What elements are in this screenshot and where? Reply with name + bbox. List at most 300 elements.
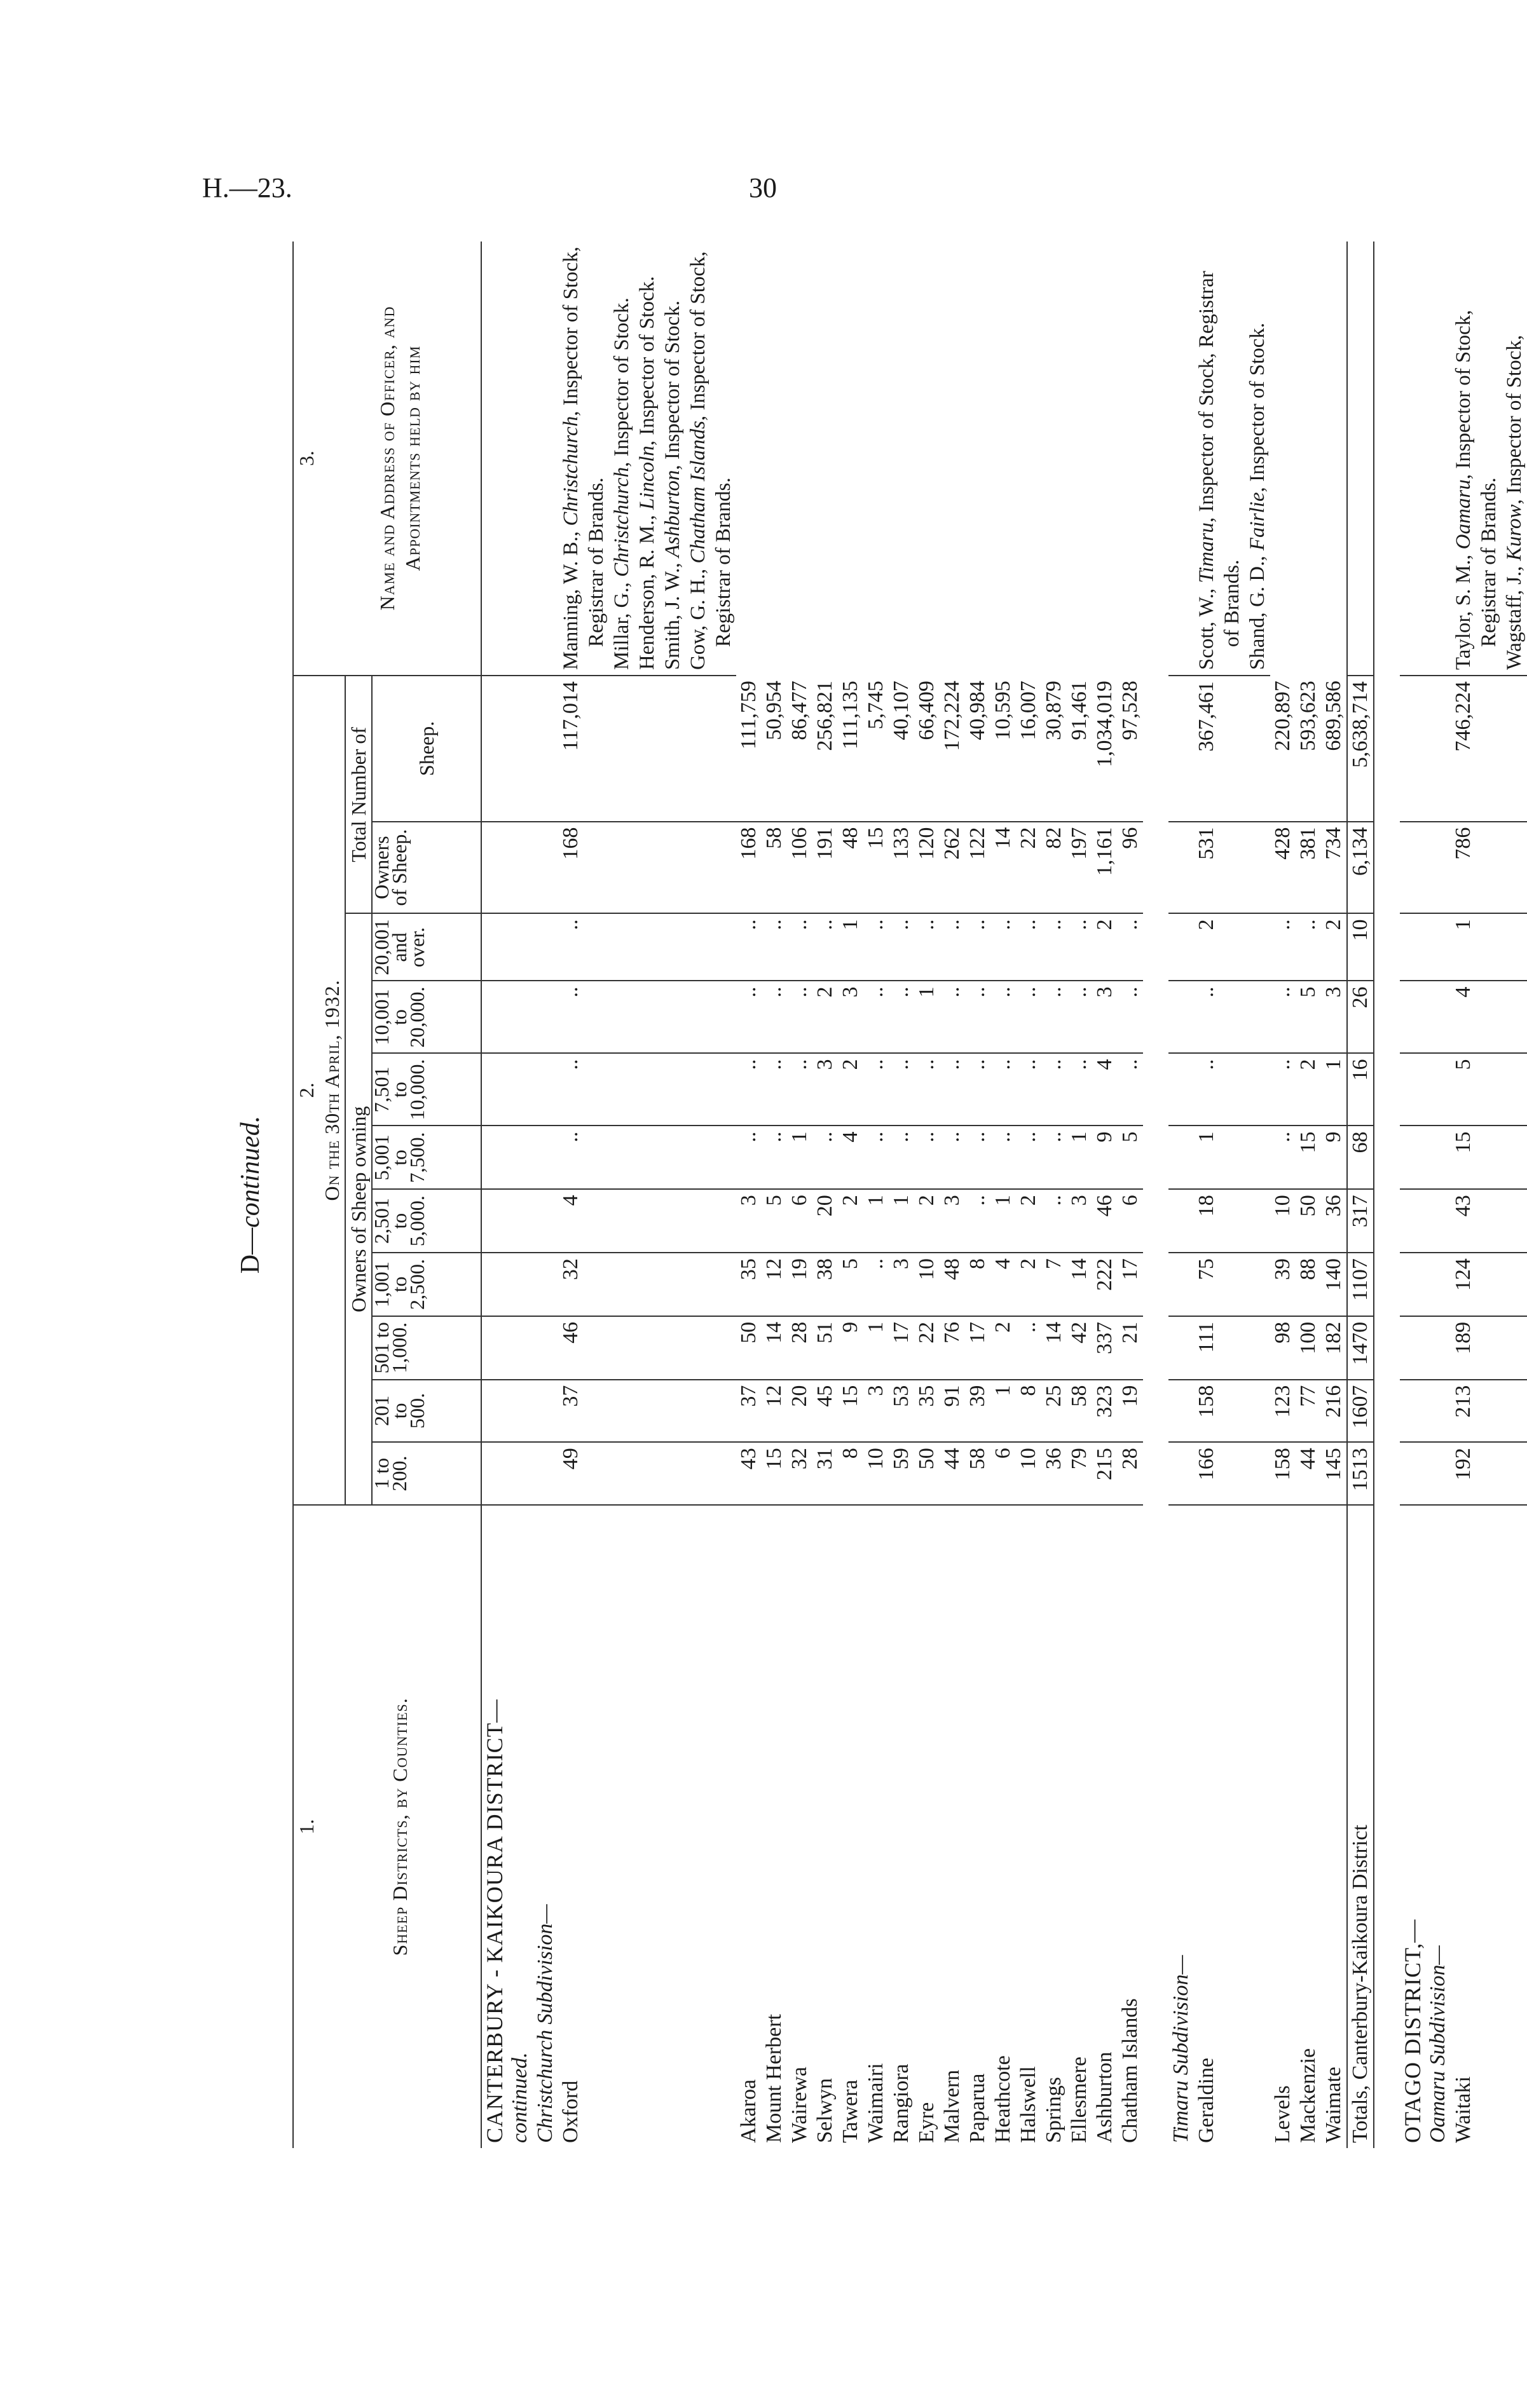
empty-cell (1168, 1054, 1194, 1126)
officer-place: Christchurch (559, 416, 582, 526)
size-count: 32 (787, 1442, 812, 1505)
size-count: 123 (1270, 1380, 1296, 1443)
total-sheep: 97,528 (1118, 676, 1143, 822)
empty-cell (481, 1316, 507, 1380)
officer-name: Smith, J. W., (661, 557, 684, 670)
size-col-header: 501 to 1,000. (372, 1316, 481, 1380)
empty-cell (1425, 1054, 1451, 1126)
officer-appointment: , Inspector of Stock, (1503, 334, 1526, 505)
table-row (812, 241, 838, 2148)
size-count: 32 (558, 1253, 736, 1316)
size-count: 36 (1041, 1442, 1067, 1505)
size-count: .. (1118, 981, 1143, 1054)
empty-cell (1168, 822, 1194, 914)
district-continued: continued. (508, 2052, 531, 2143)
size-count: .. (1194, 1054, 1270, 1126)
size-count: 2 (914, 1189, 940, 1253)
empty-cell (507, 822, 533, 914)
size-count: .. (863, 1253, 889, 1316)
size-count: 3 (1092, 981, 1118, 1054)
empty-cell (533, 914, 558, 981)
size-count: 1 (863, 1189, 889, 1253)
size-count: .. (1067, 981, 1092, 1054)
size-count: 36 (1321, 1189, 1347, 1253)
empty-cell (533, 822, 558, 914)
county-name: Rangiora (889, 2064, 913, 2143)
col1-title: Sheep Districts, by Counties. (388, 1697, 411, 1956)
size-col-header: 1 to 200. (372, 1442, 481, 1505)
size-count: 21 (1118, 1316, 1143, 1380)
size-count: .. (863, 1126, 889, 1190)
subdivision-heading: Oamaru Subdivision— (1426, 1945, 1449, 2143)
size-count: 22 (914, 1316, 940, 1380)
county-name: Ashburton (1093, 2051, 1116, 2143)
county-name: Mackenzie (1296, 2048, 1320, 2143)
size-count: .. (787, 1054, 812, 1126)
continued-word: continued. (236, 1115, 265, 1228)
table-row (889, 241, 914, 2148)
size-count: 15 (1451, 1126, 1527, 1190)
size-count: 10 (1016, 1442, 1041, 1505)
subdivision-heading: Timaru Subdivision— (1169, 1955, 1193, 2143)
officer-appointment: Registrar of Brands. (585, 477, 608, 648)
empty-cell (507, 1253, 533, 1316)
totals-size-count: 1607 (1347, 1380, 1374, 1443)
officer-cell (1451, 241, 1527, 676)
officer-appointment: , Inspector of Stock, Registrar (1195, 271, 1218, 523)
size-count: 323 (1092, 1380, 1118, 1443)
size-count: 75 (1194, 1253, 1270, 1316)
total-owners: 168 (558, 822, 736, 914)
empty-cell (1425, 1126, 1451, 1190)
col3-number: 3. (293, 241, 319, 676)
table-row (762, 241, 787, 2148)
total-owners-header: Owners of Sheep. (372, 822, 481, 914)
size-count: 1 (838, 914, 863, 981)
size-count: 3 (812, 1054, 838, 1126)
total-owners: 82 (1041, 822, 1067, 914)
officer-place: Timaru (1195, 522, 1218, 583)
size-count: 6 (990, 1442, 1016, 1505)
empty-cell (507, 1126, 533, 1190)
officer-name: Gow, G. H., (687, 563, 709, 670)
size-col-header: 5,001 to 7,500. (372, 1126, 481, 1190)
size-count: 5 (838, 1253, 863, 1316)
empty-cell (1400, 822, 1425, 914)
size-count: 222 (1092, 1253, 1118, 1316)
total-sheep: 256,821 (812, 676, 838, 822)
empty-cell (533, 1316, 558, 1380)
totals-size-count: 1470 (1347, 1316, 1374, 1380)
empty-cell (533, 241, 558, 676)
size-count: 192 (1451, 1442, 1527, 1505)
empty-cell (533, 1054, 558, 1126)
empty-cell (507, 241, 533, 676)
size-count: 28 (1118, 1442, 1143, 1505)
size-count: 10 (1270, 1189, 1296, 1253)
empty-cell (507, 1316, 533, 1380)
empty-cell (533, 676, 558, 822)
county-name: Levels (1271, 2085, 1294, 2143)
total-sheep: 16,007 (1016, 676, 1041, 822)
total-sheep: 66,409 (914, 676, 940, 822)
size-count: .. (558, 981, 736, 1054)
empty-cell (1168, 1380, 1194, 1443)
officer-place: Lincoln (636, 446, 659, 510)
size-count: 58 (965, 1442, 990, 1505)
size-count: 35 (914, 1380, 940, 1443)
total-sheep: 86,477 (787, 676, 812, 822)
empty-cell (1168, 1316, 1194, 1380)
size-count: .. (1270, 1054, 1296, 1126)
empty-cell (507, 981, 533, 1054)
size-count: .. (558, 1054, 736, 1126)
table-row (558, 241, 736, 2148)
size-count: 1 (787, 1126, 812, 1190)
county-name: Selwyn (813, 2078, 837, 2143)
size-count: 124 (1451, 1253, 1527, 1316)
size-count: 2 (1092, 914, 1118, 981)
district-heading: CANTERBURY - KAIKOURA DISTRICT— (482, 1699, 507, 2143)
size-count: 4 (1092, 1054, 1118, 1126)
county-name: Chatham Islands (1118, 1998, 1142, 2143)
total-sheep-header: Sheep. (372, 676, 481, 822)
size-count: 43 (736, 1442, 762, 1505)
empty-cell (1400, 676, 1425, 822)
size-count: 53 (889, 1380, 914, 1443)
total-sheep: 689,586 (1321, 676, 1347, 822)
size-count: .. (1118, 1054, 1143, 1126)
table-row (838, 241, 863, 2148)
size-count: .. (990, 914, 1016, 981)
empty-cell (481, 981, 507, 1054)
size-count: 213 (1451, 1380, 1527, 1443)
empty-cell (481, 676, 507, 822)
empty-cell (481, 1442, 507, 1505)
total-owners: 96 (1118, 822, 1143, 914)
officer-appointment: , Inspector of Stock. (610, 297, 633, 467)
size-count: .. (1041, 981, 1067, 1054)
size-count: .. (762, 1054, 787, 1126)
size-count: 2 (1016, 1253, 1041, 1316)
total-owners: 15 (863, 822, 889, 914)
col1-number: 1. (295, 1819, 318, 1835)
empty-cell (1425, 981, 1451, 1054)
empty-cell (533, 1126, 558, 1190)
size-col-header: 20,001 and over. (372, 914, 481, 981)
size-count: .. (889, 914, 914, 981)
size-count: 1 (1321, 1054, 1347, 1126)
size-count: .. (1067, 914, 1092, 981)
size-count: 4 (990, 1253, 1016, 1316)
page-ref: H.—23. (202, 172, 292, 203)
total-sheep: 593,623 (1296, 676, 1321, 822)
size-count: .. (940, 914, 965, 981)
size-count: 1 (990, 1189, 1016, 1253)
spacer-row (1143, 241, 1168, 2148)
size-count: 3 (1321, 981, 1347, 1054)
empty-cell (1168, 676, 1194, 822)
officer-appointment: Registrar of Brands. (712, 477, 735, 648)
table-row (1194, 241, 1270, 2148)
total-owners: 58 (762, 822, 787, 914)
size-count: 2 (812, 981, 838, 1054)
total-sheep: 746,224 (1451, 676, 1527, 822)
size-count: 48 (940, 1253, 965, 1316)
officer-appointment: , Inspector of Stock. (636, 276, 659, 446)
empty-cell (481, 1189, 507, 1253)
section-row (507, 241, 533, 2148)
total-owners: 531 (1194, 822, 1270, 914)
total-owners: 197 (1067, 822, 1092, 914)
totals-sheep: 5,638,714 (1347, 676, 1374, 822)
officer-line (634, 247, 660, 670)
total-sheep: 1,034,019 (1092, 676, 1118, 822)
size-count: 43 (1451, 1189, 1527, 1253)
size-count: 140 (1321, 1253, 1347, 1316)
size-count: 50 (1296, 1189, 1321, 1253)
empty-cell (533, 1189, 558, 1253)
size-count: .. (1296, 914, 1321, 981)
empty-cell (507, 1189, 533, 1253)
size-count: 59 (889, 1442, 914, 1505)
size-count: 1 (889, 1189, 914, 1253)
total-owners: 106 (787, 822, 812, 914)
county-name: Mount Herbert (762, 2013, 786, 2143)
size-count: 49 (558, 1442, 736, 1505)
total-owners: 734 (1321, 822, 1347, 914)
size-count: 8 (965, 1253, 990, 1316)
owners-group-header: Owners of Sheep owning (345, 914, 372, 1505)
size-count: 79 (1067, 1442, 1092, 1505)
size-count: .. (736, 1054, 762, 1126)
officer-name: Taylor, S. M., (1452, 549, 1475, 670)
size-count: 39 (965, 1380, 990, 1443)
size-count: 111 (1194, 1316, 1270, 1380)
empty-cell (481, 241, 507, 676)
size-count: 2 (1296, 1054, 1321, 1126)
size-count: 158 (1270, 1442, 1296, 1505)
total-sheep: 117,014 (558, 676, 736, 822)
size-count: .. (990, 1126, 1016, 1190)
size-count: 12 (762, 1380, 787, 1443)
size-count: 1 (1067, 1126, 1092, 1190)
rotated-table-page (235, 241, 1526, 2148)
size-count: .. (736, 981, 762, 1054)
totals-owners: 6,134 (1347, 822, 1374, 914)
size-count: .. (1270, 981, 1296, 1054)
table-row (965, 241, 990, 2148)
table-row (787, 241, 812, 2148)
officer-place: Fairlie (1246, 492, 1269, 551)
totals-size-count: 68 (1347, 1126, 1374, 1190)
county-name: Waimate (1322, 2067, 1345, 2143)
officer-place: Chatham Islands (687, 421, 709, 564)
size-count: 1 (863, 1316, 889, 1380)
officer-name: Henderson, R. M., (636, 510, 659, 670)
officer-cell (558, 241, 736, 676)
size-count: .. (965, 1189, 990, 1253)
size-count: 3 (1067, 1189, 1092, 1253)
size-count: 98 (1270, 1316, 1296, 1380)
size-count: 38 (812, 1253, 838, 1316)
size-count: 2 (838, 1189, 863, 1253)
officer-line (558, 247, 584, 670)
size-count: 5 (1451, 1054, 1527, 1126)
size-col-header: 10,001 to 20,000. (372, 981, 481, 1054)
size-count: 91 (940, 1380, 965, 1443)
empty-cell (1425, 1380, 1451, 1443)
total-owners: 1,161 (1092, 822, 1118, 914)
table-row (1270, 241, 1296, 2148)
size-col-header: 2,501 to 5,000. (372, 1189, 481, 1253)
size-count: 3 (838, 981, 863, 1054)
empty-cell (481, 914, 507, 981)
empty-cell (533, 1442, 558, 1505)
size-count: .. (965, 1126, 990, 1190)
size-count: 3 (736, 1189, 762, 1253)
total-owners: 168 (736, 822, 762, 914)
empty-cell (1168, 1253, 1194, 1316)
size-count: 37 (558, 1380, 736, 1443)
size-count: 5 (1296, 981, 1321, 1054)
total-owners: 14 (990, 822, 1016, 914)
size-count: 10 (914, 1253, 940, 1316)
size-count: 5 (762, 1189, 787, 1253)
size-count: .. (1016, 1316, 1041, 1380)
officer-appointment: , Inspector of Stock, (1452, 310, 1475, 480)
size-count: .. (736, 914, 762, 981)
totals-size-count: 1107 (1347, 1253, 1374, 1316)
size-count: 14 (1067, 1253, 1092, 1316)
empty-cell (481, 1126, 507, 1190)
officer-place: Kurow (1503, 504, 1526, 561)
spacer-row (1374, 241, 1400, 2148)
section-row (1425, 241, 1451, 2148)
size-count: .. (736, 1126, 762, 1190)
size-count: .. (787, 914, 812, 981)
size-count: 158 (1194, 1380, 1270, 1443)
size-count: 17 (1118, 1253, 1143, 1316)
empty-cell (1400, 1316, 1425, 1380)
empty-cell (533, 1380, 558, 1443)
size-count: .. (1118, 914, 1143, 981)
totals-size-count: 1513 (1347, 1442, 1374, 1505)
empty-cell (1425, 1316, 1451, 1380)
total-sheep: 111,135 (838, 676, 863, 822)
size-col-header: 1,001 to 2,500. (372, 1253, 481, 1316)
size-count: 4 (558, 1189, 736, 1253)
size-count: .. (914, 1054, 940, 1126)
empty-cell (1425, 241, 1451, 676)
officer-appointment: , Inspector of Stock. (661, 300, 684, 470)
empty-cell (507, 676, 533, 822)
county-name: Waimairi (864, 2063, 887, 2143)
size-count: 9 (1321, 1126, 1347, 1190)
size-count: .. (940, 981, 965, 1054)
total-group-header: Total Number of (345, 676, 372, 913)
size-count: .. (990, 1054, 1016, 1126)
empty-cell (1425, 676, 1451, 822)
totals-size-count: 317 (1347, 1189, 1374, 1253)
table-row (1067, 241, 1092, 2148)
empty-cell (533, 981, 558, 1054)
table-row (1296, 241, 1321, 2148)
officer-line (1476, 247, 1502, 670)
table-row (1092, 241, 1118, 2148)
table-row (1016, 241, 1041, 2148)
col3-title (319, 241, 481, 676)
size-count: 215 (1092, 1442, 1118, 1505)
officer-line (1451, 247, 1476, 670)
officer-line (685, 247, 711, 670)
table-row (1321, 241, 1347, 2148)
size-count: 2 (1321, 914, 1347, 981)
county-name: Halswell (1017, 2066, 1040, 2143)
total-sheep: 172,224 (940, 676, 965, 822)
empty-cell (1400, 914, 1425, 981)
size-count: 35 (736, 1253, 762, 1316)
size-count: .. (990, 981, 1016, 1054)
size-count: 50 (736, 1316, 762, 1380)
officer-place: Oamaru (1452, 479, 1475, 550)
empty-cell (1400, 981, 1425, 1054)
total-owners: 428 (1270, 822, 1296, 914)
size-count: 50 (914, 1442, 940, 1505)
size-count: .. (1016, 981, 1041, 1054)
size-count: 9 (1092, 1126, 1118, 1190)
total-sheep: 5,745 (863, 676, 889, 822)
size-count: .. (889, 981, 914, 1054)
totals-size-count: 16 (1347, 1054, 1374, 1126)
size-count: .. (1016, 1126, 1041, 1190)
empty-cell (1425, 822, 1451, 914)
empty-cell (1400, 241, 1425, 676)
total-owners: 381 (1296, 822, 1321, 914)
county-name: Malvern (940, 2069, 964, 2143)
size-count: 4 (838, 1126, 863, 1190)
officer-place: Christchurch (610, 466, 633, 577)
empty-cell (507, 914, 533, 981)
total-sheep: 40,107 (889, 676, 914, 822)
size-count: 45 (812, 1380, 838, 1443)
officer-name: Shand, G. D., (1246, 550, 1269, 670)
officer-name: Scott, W., (1195, 583, 1218, 670)
total-sheep: 91,461 (1067, 676, 1092, 822)
empty-cell (1400, 1189, 1425, 1253)
officer-name: Millar, G., (610, 576, 633, 670)
empty-cell (1168, 1126, 1194, 1190)
county-name: Oxford (559, 2080, 582, 2143)
size-count: 182 (1321, 1316, 1347, 1380)
size-count: 42 (1067, 1316, 1092, 1380)
size-count: .. (863, 1054, 889, 1126)
size-count: 46 (558, 1316, 736, 1380)
size-count: .. (787, 981, 812, 1054)
size-count: 39 (1270, 1253, 1296, 1316)
officer-appointment: of Brands. (1221, 559, 1243, 648)
size-count: 4 (1451, 981, 1527, 1054)
empty-cell (1425, 914, 1451, 981)
county-name: Waitaki (1451, 2076, 1475, 2143)
size-count: 76 (940, 1316, 965, 1380)
totals-row (1347, 241, 1374, 2148)
size-count: .. (1194, 981, 1270, 1054)
size-count: .. (889, 1054, 914, 1126)
district-heading: OTAGO DISTRICT,— (1400, 1919, 1425, 2143)
empty-cell (481, 1380, 507, 1443)
table-row (914, 241, 940, 2148)
